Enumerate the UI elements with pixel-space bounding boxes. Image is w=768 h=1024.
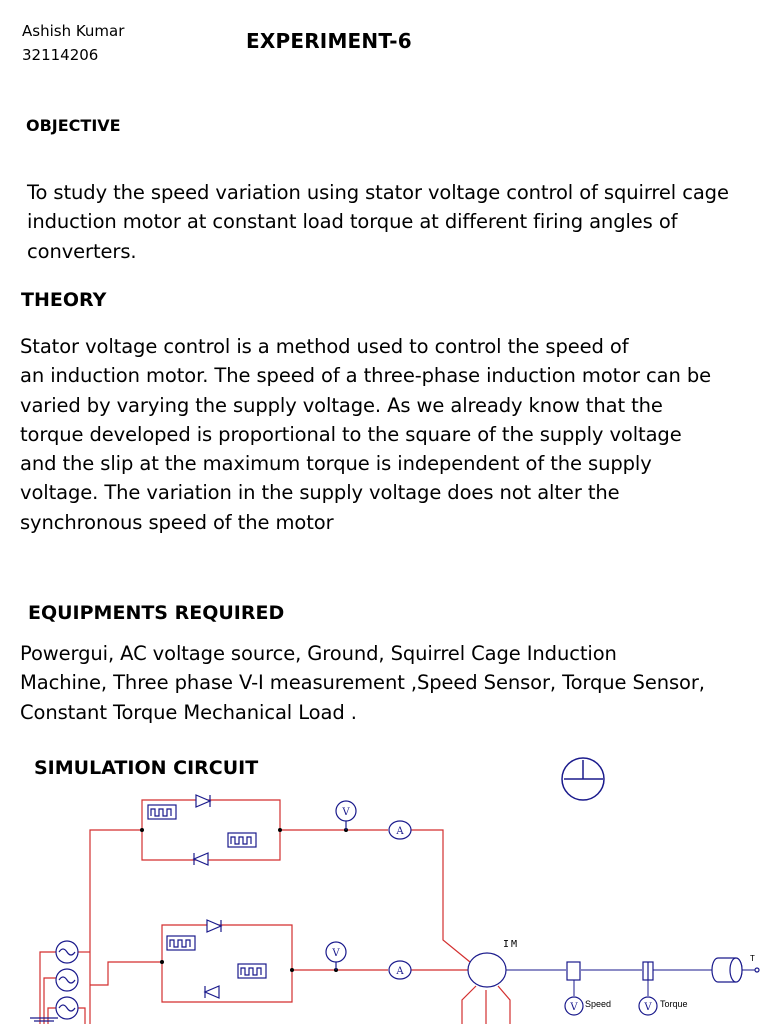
motor-label: IM xyxy=(503,939,520,950)
voltmeter-label: V xyxy=(332,948,340,959)
speed-label: Speed xyxy=(585,999,612,1009)
powergui-icon xyxy=(562,758,604,800)
objective-line: induction motor at constant load torque at different firing angles of xyxy=(27,210,678,234)
induction-motor xyxy=(468,939,519,987)
thyristor-icon xyxy=(207,920,221,932)
objective-paragraph xyxy=(27,178,729,266)
ammeter-label: A xyxy=(396,826,404,837)
thyristor-icon xyxy=(194,853,208,865)
equipment-paragraph xyxy=(20,639,705,727)
equipment-line: Constant Torque Mechanical Load . xyxy=(20,700,357,724)
circuit-wiring xyxy=(40,800,510,1024)
torque-voltmeter-label: V xyxy=(644,1002,652,1013)
speed-sensor-icon xyxy=(567,962,580,980)
upper-thyristor-pair xyxy=(148,795,256,865)
voltmeter-label: V xyxy=(342,807,350,818)
pulse-generator-icon xyxy=(148,805,176,819)
motor-icon xyxy=(468,953,506,987)
constant-torque-load xyxy=(712,954,759,982)
objective-line: converters. xyxy=(27,239,137,263)
simulation-circuit-diagram xyxy=(0,750,768,1024)
ammeter-label: A xyxy=(396,966,404,977)
torque-label: Torque xyxy=(660,999,688,1009)
page-title: EXPERIMENT-6 xyxy=(246,29,412,53)
equipment-line: Machine, Three phase V-I measurement ,Speed Sensor, Torque Sensor, xyxy=(20,671,705,695)
theory-heading: THEORY xyxy=(21,289,107,311)
theory-line: torque developed is proportional to the square of the supply voltage xyxy=(20,422,682,446)
lower-thyristor-pair xyxy=(167,920,266,998)
roll-number: 32114206 xyxy=(22,46,99,64)
theory-line: Stator voltage control is a method used to control the speed of xyxy=(20,335,629,358)
thyristor-icon xyxy=(205,986,219,998)
pulse-generator-icon xyxy=(167,936,195,950)
objective-line: To study the speed variation using stator voltage control of squirrel cage xyxy=(27,181,729,204)
speed-voltmeter-label: V xyxy=(570,1002,578,1013)
pulse-generator-icon xyxy=(238,964,266,978)
theory-line: varied by varying the supply voltage. As we already know that the xyxy=(20,393,663,417)
thyristor-icon xyxy=(196,795,210,807)
theory-line: synchronous speed of the motor xyxy=(20,510,334,534)
theory-line: and the slip at the maximum torque is independent of the supply xyxy=(20,452,652,476)
author-name: Ashish Kumar xyxy=(22,22,125,40)
simulation-heading: SIMULATION CIRCUIT xyxy=(34,757,259,779)
equipment-heading: EQUIPMENTS REQUIRED xyxy=(28,602,285,624)
pulse-generator-icon xyxy=(228,833,256,847)
theory-paragraph xyxy=(20,332,711,537)
theory-line: voltage. The variation in the supply voltage does not alter the xyxy=(20,481,620,505)
theory-line: an induction motor. The speed of a three-phase induction motor can be xyxy=(20,364,712,388)
ac-voltage-sources xyxy=(56,941,78,1019)
equipment-line: Powergui, AC voltage source, Ground, Squirrel Cage Induction xyxy=(20,642,617,665)
objective-heading: OBJECTIVE xyxy=(26,116,121,135)
load-label: T xyxy=(750,954,755,963)
